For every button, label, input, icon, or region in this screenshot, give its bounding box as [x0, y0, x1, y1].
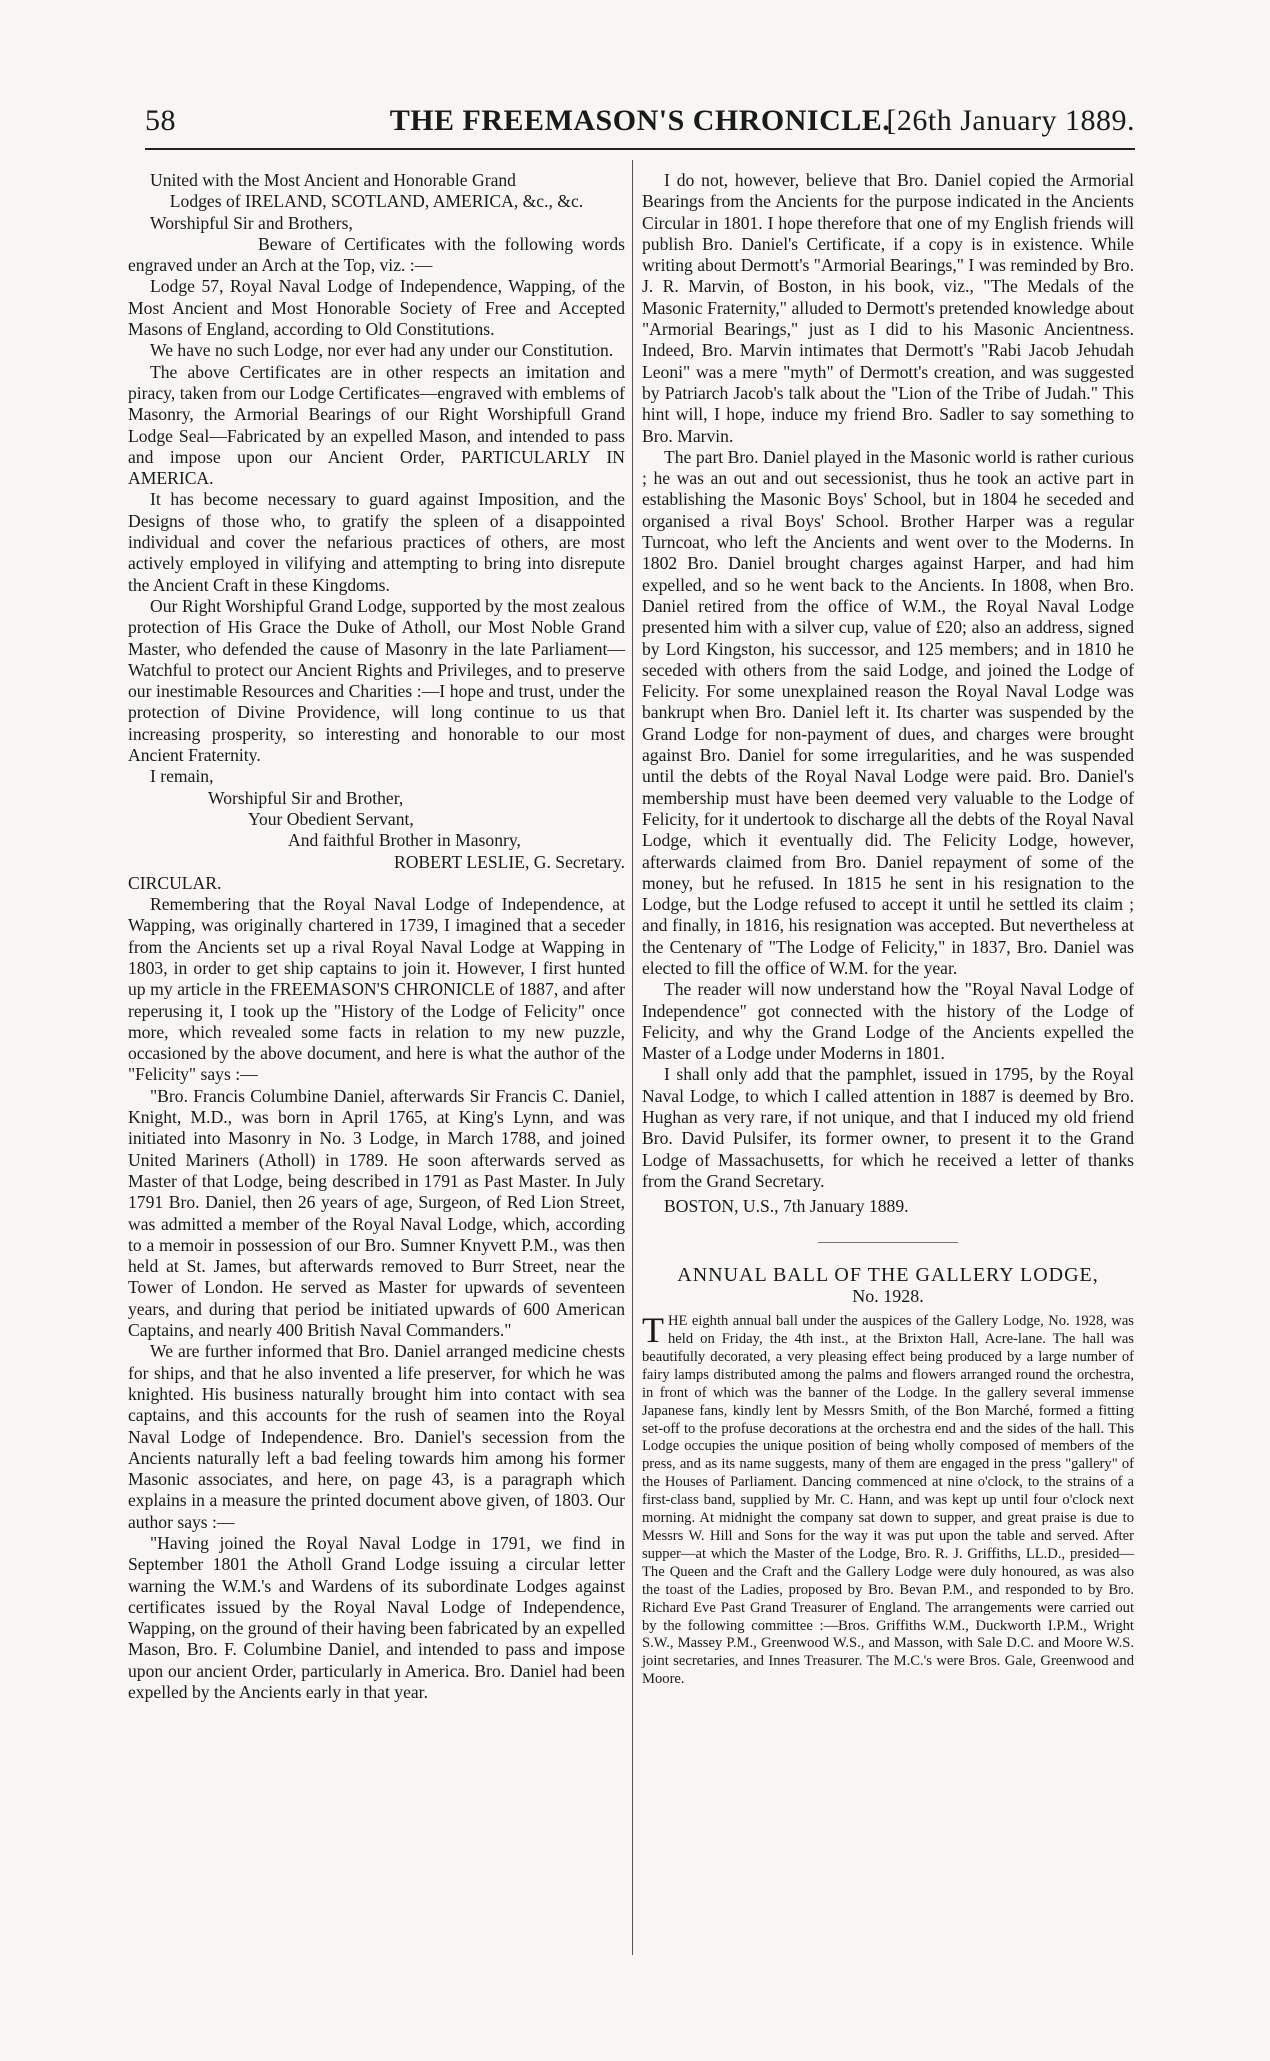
section-label: CIRCULAR. [128, 872, 222, 893]
publication-title: THE FREEMASON'S CHRONICLE. [389, 104, 891, 137]
paragraph: "Bro. Francis Columbine Daniel, afterwards Sir Francis C. Daniel, Knight, M.D., was born in April 1765, at King's Lynn, and was initiated into Masonry in No. 3 Lodge, in March 1788, and joined United Mariners (Atholl) in 1789. He soon afterwards served as Master of that Lodge, being described in 1791 as Past Master. In July 1791 Bro. Daniel, then 26 years of age, Surgeon, of Red Lion Street, was admitted a member of the Royal Naval Lodge, which, according to a memoir in possession of our Bro. Sumner Knyvett P.M., was then held at St. James, but afterwards removed to Burr Street, near the Tower of London. He served as Master for upwards of seventeen years, and during that period be initiated upwards of 600 American Captains, and nearly 400 British Naval Commanders." [128, 1085, 625, 1341]
section-rule [818, 1242, 958, 1243]
page-header [145, 104, 1135, 150]
page-number: 58 [145, 104, 176, 137]
drop-cap: T [642, 1310, 664, 1351]
paragraph: We have no such Lodge, nor ever had any under our Constitution. [150, 340, 614, 361]
article-body [642, 1310, 1134, 1689]
right-column [642, 170, 1134, 1689]
salutation: Worshipful Sir and Brothers, [150, 212, 353, 233]
article-title: ANNUAL BALL OF THE GALLERY LODGE, [677, 1263, 1099, 1286]
article-text: HE eighth annual ball under the auspices of the Gallery Lodge, No. 1928, was held on Friday, the 4th inst., at the Brixton Hall, Acre-lane. The hall was beautifully decorated, a very pleasing effect being produced by a large number of fairy lamps distributed among the palms and flowers arranged round the orchestra, in front of which was the banner of the Lodge. In the gallery several immense Japanese fans, kindly lent by Messrs Smith, of the Bon Marché, formed a fitting set-off to the profuse decorations at the orchestra end and the sides of the hall. This Lodge occupies the unique position of being wholly composed of members of the press, and as its name suggests, many of them are engaged in the press "gallery" of the Houses of Parliament. Dancing commenced at nine o'clock, to the strains of a first-class band, supplied by Mr. C. Hann, and was kept up until four o'clock next morning. At midnight the company sat down to supper, and great praise is due to Messrs W. Hill and Sons for the way it was put upon the table and served. After supper—at which the Master of the Lodge, Bro. R. J. Griffiths, LL.D., presided—The Queen and the Craft and the Gallery Lodge were duly honoured, as was also the toast of the Ladies, proposed by Bro. Bevan P.M., and responded to by Bro. Richard Eve Past Grand Treasurer of England. The arrangements were carried out by the following committee :—Bros. Griffiths W.M., Duckworth I.P.M., Wright S.W., Massey P.M., Greenwood W.S., and Masson, with Sale D.C. and Moore W.S. joint secretaries, and Innes Treasurer. The M.C.'s were Bros. Gale, Greenwood and Moore. [642, 1313, 1134, 1688]
issue-date: [26th January 1889. [886, 104, 1135, 137]
column-divider [632, 160, 633, 1955]
paragraph: United with the Most Ancient and Honorable Grand [150, 170, 516, 190]
article-subtitle: No. 1928. [852, 1285, 924, 1306]
paragraph: The part Bro. Daniel played in the Masonic world is rather curious ; he was an out and out secessionist, thus he took an active part in establishing the Masonic Boys' School, but in 1804 he seceded and organised a rival Boys' School. Brother Harper was a regular Turncoat, who left the Ancients and went over to the Moderns. In 1802 Bro. Daniel brought charges against Harper, and had him expelled, and so he went back to the Ancients. In 1808, when Bro. Daniel retired from the office of W.M., the Royal Naval Lodge presented him with a silver cup, value of £20; also an address, signed by Lord Kingston, his successor, and 125 members; and in 1810 he seceded with others from the said Lodge, and joined the Lodge of Felicity. For some unexplained reason the Royal Naval Lodge was bankrupt when Bro. Daniel left it. Its charter was suspended by the Grand Lodge for non-payment of dues, and charges were brought against Bro. Daniel for some irregularities, and he was suspended until the debts of the Royal Naval Lodge were paid. Bro. Daniel's membership must have been deemed very valuable to the Lodge of Felicity, for it undertook to discharge all the debts of the Royal Naval Lodge, which it eventually did. The Felicity Lodge, however, afterwards claimed from Bro. Daniel repayment of some of the money, but he refused. In 1815 he sent in his resignation to the Lodge, but the Lodge refused to accept it until he settled its claim ; and finally, in 1816, his resignation was accepted. But nevertheless at the Centenary of "The Lodge of Felicity," in 1837, Bro. Daniel was elected to fill the office of W.M. for the year. [642, 446, 1134, 978]
closing-line: I remain, [150, 766, 214, 787]
left-column [128, 170, 625, 1703]
paragraph: Lodge 57, Royal Naval Lodge of Independence, Wapping, of the Most Ancient and Most Honorable Society of Free and Accepted Masons of England, according to Old Constitutions. [128, 276, 625, 340]
paragraph: "Having joined the Royal Naval Lodge in 1791, we find in September 1801 the Atholl Grand Lodge issuing a circular letter warning the W.M.'s and Wardens of its subordinate Lodges against certificates issued by the Royal Naval Lodge of Independence, Wapping, on the ground of their having been fabricated by an expelled Mason, Bro. F. Columbine Daniel, and intended to pass and impose upon our ancient Order, particularly in America. Bro. Daniel had been expelled by the Ancients early in that year. [128, 1533, 625, 1703]
closing-line: And faithful Brother in Masonry, [288, 830, 521, 851]
paragraph: Beware of Certificates with the following words engraved under an Arch at the Top, viz. :— [128, 233, 625, 276]
paragraph: I shall only add that the pamphlet, issued in 1795, by the Royal Naval Lodge, to which I called attention in 1887 is deemed by Bro. Hughan as very rare, if not unique, and that I induced my old friend Bro. David Pulsifer, its former owner, to present it to the Grand Lodge of Massachusetts, for which he received a letter of thanks from the Grand Secretary. [642, 1064, 1134, 1191]
paragraph: Our Right Worshipful Grand Lodge, supported by the most zealous protection of His Grace the Duke of Atholl, our Most Noble Grand Master, who defended the cause of Masonry in the late Parliament—Watchful to protect our Ancient Rights and Privileges, and to preserve our inestimable Resources and Charities :—I hope and trust, under the protection of Divine Providence, will long continue to us that increasing prosperity, so interesting and honorable to our most Ancient Fraternity. [128, 595, 625, 766]
closing-line: Worshipful Sir and Brother, [208, 787, 404, 808]
paragraph: Lodges of IRELAND, SCOTLAND, AMERICA, &c., &c. [169, 191, 584, 212]
paragraph: The above Certificates are in other respects an imitation and piracy, taken from our Lodge Certificates—engraved with emblems of Masonry, the Armorial Bearings of our Right Worshipfull Grand Lodge Seal—Fabricated by an expelled Mason, and intended to pass and impose upon our Ancient Order, PARTICULARLY IN AMERICA. [128, 361, 625, 489]
closing-line: Your Obedient Servant, [248, 808, 414, 829]
paragraph: The reader will now understand how the "Royal Naval Lodge of Independence" got connected with the history of the Lodge of Felicity, and why the Grand Lodge of the Ancients expelled the Master of a Lodge under Moderns in 1801. [642, 979, 1134, 1064]
dateline: BOSTON, U.S., 7th January 1889. [664, 1196, 909, 1217]
paragraph: I do not, however, believe that Bro. Daniel copied the Armorial Bearings from the Ancients for the purpose indicated in the Ancients Circular in 1801. I hope therefore that one of my English friends will publish Bro. Daniel's Certificate, if a copy is in existence. While writing about Dermott's "Armorial Bearings," I was reminded by Bro. J. R. Marvin, of Boston, in his book, viz., "The Medals of the Masonic Fraternity," alluded to Dermott's pretended knowledge about "Armorial Bearings," just as I did to his Masonic Ancientness. Indeed, Bro. Marvin intimates that Dermott's "Rabi Jacob Jehudah Leoni" was a mere "myth" of Dermott's creation, and was suggested by Patriarch Jacob's talk about the "Lion of the Tribe of Judah." This hint will, I hope, induce my friend Bro. Sadler to say something to Bro. Marvin. [642, 170, 1134, 446]
paragraph: It has become necessary to guard against Imposition, and the Designs of those who, to gratify the spleen of a disappointed individual and cover the nefarious practices of others, are most actively employed in vilifying and attempting to bring into disrepute the Ancient Craft in these Kingdoms. [128, 489, 625, 595]
paragraph: We are further informed that Bro. Daniel arranged medicine chests for ships, and that he also invented a life preserver, for which he was knighted. His business naturally brought him into contact with sea captains, and this accounts for the rush of seamen into the Royal Naval Lodge of Independence. Bro. Daniel's secession from the Ancients naturally left a bad feeling towards him among his former Masonic associates, and here, on page 43, is a paragraph which explains in a measure the printed document above given, of 1803. Our author says :— [128, 1341, 625, 1532]
signature: ROBERT LESLIE, G. Secretary. [393, 851, 625, 872]
paragraph: Remembering that the Royal Naval Lodge of Independence, at Wapping, was originally chartered in 1739, I imagined that a seceder from the Ancients set up a rival Royal Naval Lodge at Wapping in 1803, in order to get ship captains to join it. However, I first hunted up my article in the FREEMASON'S CHRONICLE of 1887, and after reperusing it, I took up the "History of the Lodge of Felicity" once more, which revealed some facts in relation to my new puzzle, occasioned by the above document, and here is what the author of the "Felicity" says :— [128, 894, 625, 1085]
